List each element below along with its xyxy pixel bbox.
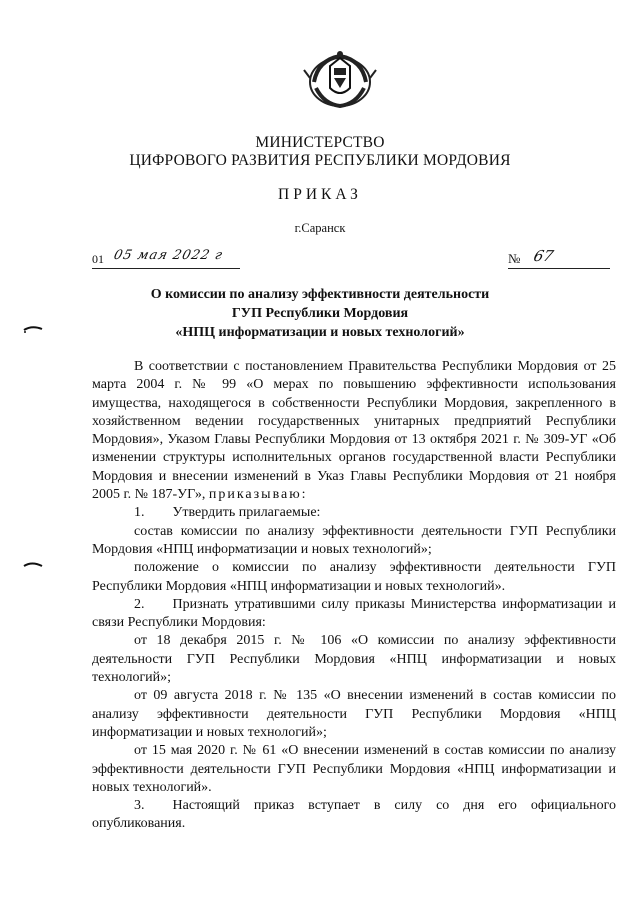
margin-pen-mark: [22, 324, 44, 334]
coat-of-arms-mordovia-icon: [300, 48, 380, 110]
margin-pen-mark: [22, 560, 44, 570]
order-number-sign: №: [508, 251, 521, 266]
ministry-name-line2: ЦИФРОВОГО РАЗВИТИЯ РЕСПУБЛИКИ МОРДОВИЯ: [129, 152, 511, 169]
city-label: г.Саранск: [294, 221, 346, 235]
order-heading-line1: О комиссии по анализу эффективности деятельности: [150, 287, 490, 302]
intro-text: В соответствии с постановлением Правительства Республики Мордовия от 25 марта 2004 г. № 99 «О мерах по повышению эффективности использования имущества, находящегося в собственности Республики Мордовия, закрепленного в хозяйственном ведении государственных унитарных предприятий Республики Мордовия», Указом Главы Республики Мордовия от 13 октября 2021 г. № 309-УГ «Об изменении структуры исполнительных органов государственной власти Республики Мордовия и внесении изменений в Указ Главы Республики Мордовия от 21 ноября 2005 г. № 187-УГ»,: [92, 359, 616, 503]
item-2: 2. Признать утратившими силу приказы Министерства информатизации и связи Республики Мордовия:: [92, 596, 616, 631]
item-1-b: положение о комиссии по анализу эффективности деятельности ГУП Республики Мордовия «НПЦ информатизации и новых технологий».: [92, 560, 616, 594]
item-2-b: от 09 августа 2018 г. № 135 «О внесении изменений в состав комиссии по анализу эффективности деятельности ГУП Республики Мордовия «НПЦ информатизации и новых технологий»;: [92, 688, 616, 740]
item-1-a: состав комиссии по анализу эффективности деятельности ГУП Республики Мордовия «НПЦ информатизации и новых технологий»;: [92, 523, 616, 557]
order-body: [92, 358, 616, 834]
intro-paragraph: [92, 358, 616, 504]
item-3: 3. Настоящий приказ вступает в силу со дня его официального опубликования.: [92, 798, 616, 832]
order-heading-line2: ГУП Республики Мордовия: [231, 306, 409, 321]
order-date-handwritten: 05 мая 2022 г: [112, 248, 225, 263]
order-number-handwritten: 67: [531, 247, 556, 265]
item-1: 1. Утвердить прилагаемые:: [134, 505, 321, 521]
item-2-c: от 15 мая 2020 г. № 61 «О внесении изменений в состав комиссии по анализу эффективности деятельности ГУП Республики Мордовия «НПЦ информатизации и новых технологий».: [92, 743, 616, 795]
order-date-prefix: 01: [92, 252, 104, 266]
item-2-a: от 18 декабря 2015 г. № 106 «О комиссии по анализу эффективности деятельности ГУП Республики Мордовия «НПЦ информатизации и новых технологий»;: [92, 633, 616, 686]
order-number-field: [508, 247, 610, 269]
decree-word: приказываю:: [208, 487, 308, 503]
order-title: ПРИКАЗ: [278, 186, 362, 203]
ministry-name-line1: МИНИСТЕРСТВО: [255, 134, 385, 151]
order-date-field: [92, 250, 240, 269]
order-heading-line3: «НПЦ информатизации и новых технологий»: [175, 325, 465, 340]
